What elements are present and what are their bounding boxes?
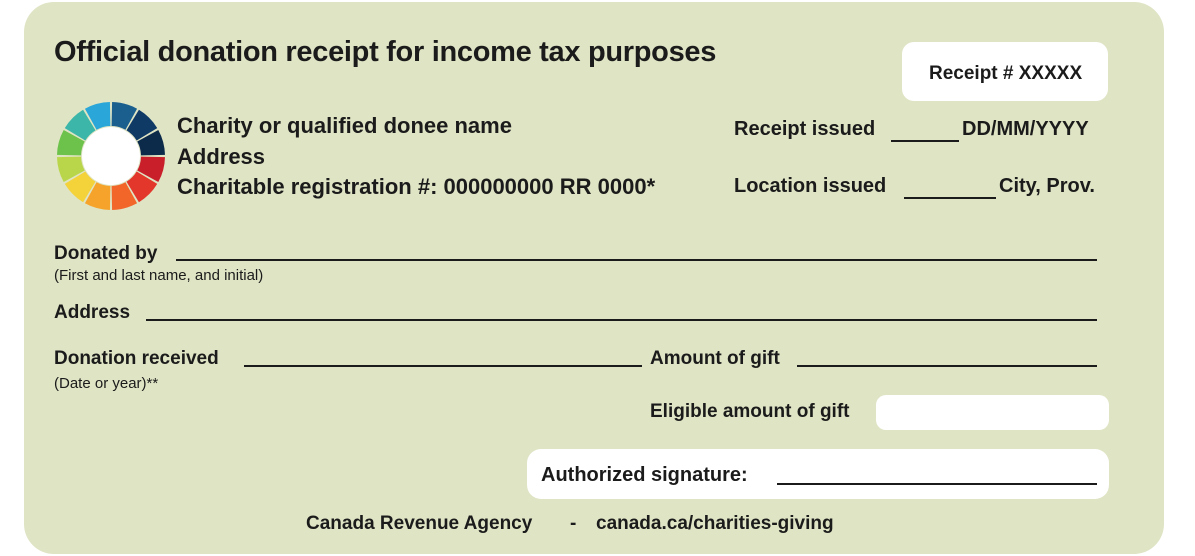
footer-separator: - bbox=[570, 513, 577, 534]
donor-address-label: Address bbox=[54, 302, 131, 323]
charity-logo-wheel-icon bbox=[56, 101, 166, 211]
footer-website[interactable]: canada.ca/charities-giving bbox=[596, 513, 834, 534]
donated-by-label: Donated by bbox=[54, 243, 158, 264]
receipt-issued-date: DD/MM/YYYY bbox=[962, 118, 1089, 140]
donor-address-line[interactable] bbox=[146, 319, 1097, 321]
eligible-amount-field[interactable] bbox=[876, 395, 1109, 430]
location-issued-line bbox=[904, 197, 996, 199]
location-issued-label: Location issued bbox=[734, 175, 887, 197]
authorized-signature-label: Authorized signature: bbox=[541, 464, 748, 486]
receipt-number-box bbox=[902, 42, 1108, 101]
donated-by-line[interactable] bbox=[176, 259, 1097, 261]
donation-received-hint: (Date or year)** bbox=[54, 375, 159, 392]
amount-of-gift-label: Amount of gift bbox=[650, 348, 780, 369]
amount-of-gift-line[interactable] bbox=[797, 365, 1097, 367]
charity-address: Address bbox=[177, 144, 266, 169]
logo-wheel-center bbox=[82, 127, 140, 185]
footer-agency: Canada Revenue Agency bbox=[306, 513, 533, 534]
receipt-number: Receipt # XXXXX bbox=[929, 63, 1083, 84]
eligible-amount-label: Eligible amount of gift bbox=[650, 401, 850, 422]
donation-received-line[interactable] bbox=[244, 365, 642, 367]
receipt-issued-label: Receipt issued bbox=[734, 118, 876, 140]
donation-received-label: Donation received bbox=[54, 348, 219, 369]
authorized-signature-line[interactable] bbox=[777, 483, 1097, 485]
charity-name: Charity or qualified donee name bbox=[177, 113, 512, 138]
receipt-title: Official donation receipt for income tax purposes bbox=[54, 36, 717, 68]
location-issued-value: City, Prov. bbox=[999, 175, 1095, 197]
charity-registration-number: Charitable registration #: 000000000 RR 0000* bbox=[177, 174, 656, 199]
receipt-issued-line bbox=[891, 140, 959, 142]
donated-by-hint: (First and last name, and initial) bbox=[54, 267, 264, 284]
